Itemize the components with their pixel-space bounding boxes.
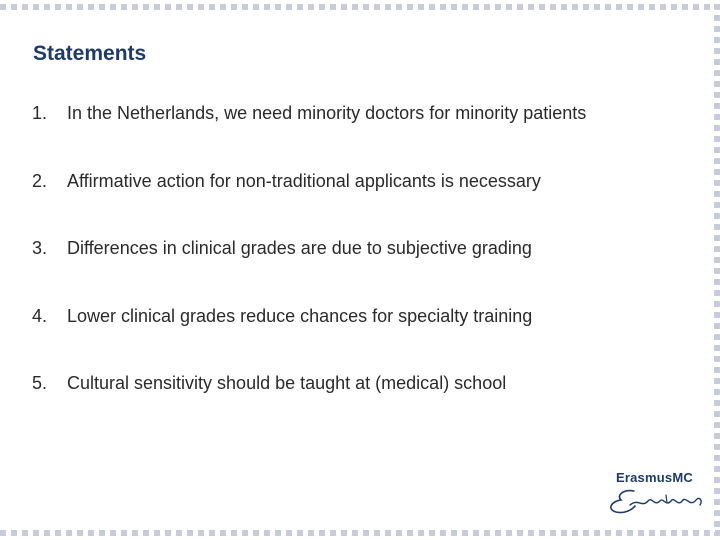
statement-item bbox=[32, 373, 586, 441]
statement-item bbox=[32, 171, 586, 239]
statement-item bbox=[32, 238, 586, 306]
statement-number: 5. bbox=[32, 373, 48, 393]
statement-text: Differences in clinical grades are due to subjective grading bbox=[67, 238, 532, 258]
statement-number: 4. bbox=[32, 305, 48, 326]
statement-item bbox=[32, 103, 586, 171]
statement-item bbox=[32, 306, 586, 374]
logo-wordmark: ErasmusMC bbox=[616, 470, 693, 485]
statement-list bbox=[32, 103, 586, 441]
statement-number: 3. bbox=[32, 238, 48, 258]
dotted-border-bottom bbox=[0, 530, 720, 536]
statement-text: Lower clinical grades reduce chances for specialty training bbox=[67, 305, 533, 326]
erasmus-mc-logo bbox=[608, 470, 710, 520]
statement-text: In the Netherlands, we need minority doctors for minority patients bbox=[67, 103, 587, 123]
statement-text: Affirmative action for non-traditional applicants is necessary bbox=[67, 170, 541, 191]
statement-text: Cultural sensitivity should be taught at (medical) school bbox=[67, 373, 507, 393]
dotted-border-right bbox=[714, 4, 720, 536]
slide-title: Statements bbox=[33, 42, 147, 65]
signature-icon bbox=[608, 486, 708, 516]
statement-number: 1. bbox=[32, 103, 48, 123]
statement-number: 2. bbox=[32, 170, 48, 191]
dotted-border-top bbox=[0, 4, 720, 10]
